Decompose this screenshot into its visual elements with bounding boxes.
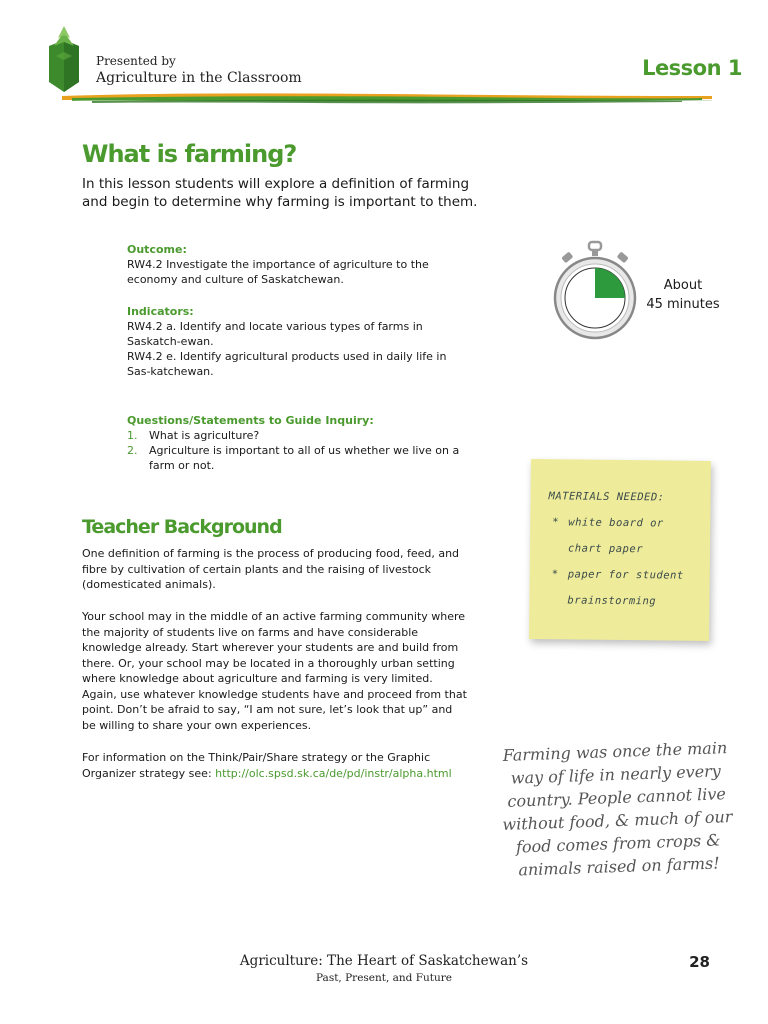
strategy-link[interactable]: http://olc.spsd.sk.ca/de/pd/instr/alpha.html <box>215 766 452 780</box>
background-paragraph: Your school may in the middle of an active farming community where the majority of students live on farms and have considerable knowledge already. Start wherever your students are and build from there. Or, your school may be located in a thoroughly urban setting where knowledge about agriculture and farming is very limited. Again, use whatever knowledge students have and proceed from that point. Don’t be afraid to say, “I am not sure, let’s look that up” and be willing to share your own experiences. <box>82 610 467 732</box>
duration-minutes: 45 minutes <box>646 297 720 312</box>
list-item <box>127 428 467 443</box>
outcome-text: RW4.2 Investigate the importance of agriculture to the economy and culture of Saskatchewan. <box>127 258 429 286</box>
materials-heading: MATERIALS NEEDED: <box>548 490 665 504</box>
indicator-item: RW4.2 e. Identify agricultural products used in daily life in Sas-katchewan. <box>127 350 447 378</box>
handwritten-note: Farming was once the main way of life in nearly every country. People cannot live without food, & much of our food comes from crops & animals raised on farms! <box>502 738 733 880</box>
questions-heading: Questions/Statements to Guide Inquiry: <box>127 414 374 427</box>
indicators-section <box>127 304 467 379</box>
lesson-label: Lesson 1 <box>642 56 742 80</box>
indicator-item: RW4.2 a. Identify and locate various types of farms in Saskatch-ewan. <box>127 320 423 348</box>
duration-label <box>640 276 726 314</box>
background-paragraph <box>82 750 467 781</box>
materials-sticky-note <box>529 459 711 641</box>
indicators-heading: Indicators: <box>127 305 194 318</box>
organization-name: Agriculture in the Classroom <box>96 70 302 86</box>
question-text: What is agriculture? <box>149 429 260 442</box>
page-title: What is farming? <box>82 140 297 168</box>
materials-item: * white board or chart paper <box>548 509 699 563</box>
header-stripe <box>62 90 712 106</box>
list-item <box>127 443 467 473</box>
question-number: 2. <box>127 444 138 457</box>
outcome-section <box>127 242 467 287</box>
wheat-logo-icon <box>46 26 82 94</box>
materials-item: * paper for student brainstorming <box>547 561 698 615</box>
strategy-text: For information on the Think/Pair/Share strategy or the Graphic Organizer strategy see: <box>82 751 431 780</box>
background-paragraph: One definition of farming is the process of producing food, feed, and fibre by cultivation of certain plants and the raising of livestock (domesticated animals). <box>82 547 460 591</box>
questions-list <box>127 428 467 473</box>
teacher-background-heading: Teacher Background <box>82 516 282 538</box>
materials-content <box>547 483 698 615</box>
page-number: 28 <box>689 953 710 971</box>
footer-title: Agriculture: The Heart of Saskatchewan’s <box>239 953 529 969</box>
outcome-heading: Outcome: <box>127 243 187 256</box>
intro-text: In this lesson students will explore a definition of farming and begin to determine why farming is important to them. <box>82 176 478 210</box>
stopwatch-icon <box>552 240 638 344</box>
footer-subtitle: Past, Present, and Future <box>315 972 453 984</box>
question-number: 1. <box>127 429 138 442</box>
questions-section <box>127 413 467 473</box>
question-text: Agriculture is important to all of us whether we live on a farm or not. <box>149 444 460 472</box>
presented-by-label: Presented by <box>96 54 176 68</box>
duration-about: About <box>663 278 703 293</box>
